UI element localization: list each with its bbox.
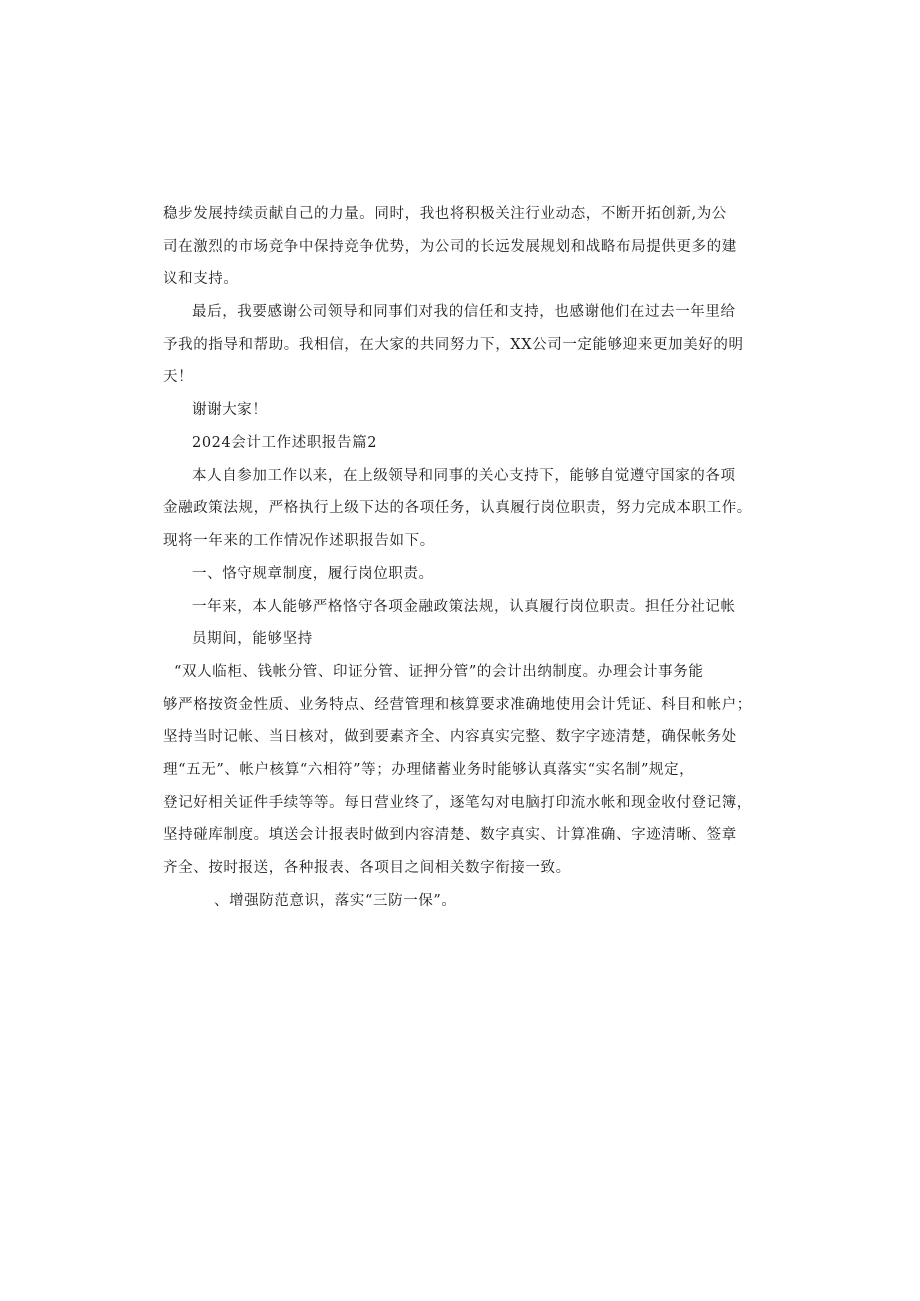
- text-line: 金融政策法规，严格执行上级下达的各项任务，认真履行岗位职责，努力完成本职工作。: [163, 500, 752, 516]
- text-line: 够严格按资金性质、业务特点、经营管理和核算要求准确地使用会计凭证、科目和帐户；: [163, 697, 752, 713]
- text-line: 员期间，能够坚持: [192, 631, 313, 647]
- text-line: 现将一年来的工作情况作述职报告如下。: [163, 533, 435, 549]
- text-line: 坚持碰库制度。填送会计报表时做到内容清楚、数字真实、计算准确、字迹清晰、签章: [163, 827, 737, 843]
- text-line: 司在激烈的市场竞争中保持竞争优势，为公司的长远发展规划和战略布局提供更多的建: [163, 239, 737, 255]
- text-line: 最后，我要感谢公司领导和同事们对我的信任和支持，也感谢他们在过去一年里给: [192, 304, 736, 320]
- text-line: 理“五无”、帐户核算“六相符”等；办理储蓄业务时能够认真落实“实名制”规定，: [163, 762, 695, 778]
- text-line: 天！: [163, 369, 194, 385]
- text-line: “双人临柜、钱帐分管、印证分管、证押分管”的会计出纳制度。办理会计事务能: [174, 664, 704, 680]
- subheading: 一、恪守规章制度，履行岗位职责。: [192, 566, 434, 582]
- text-line: 本人自参加工作以来，在上级领导和同事的关心支持下，能够自觉遵守国家的各项: [192, 468, 736, 484]
- text-line: 稳步发展持续贡献自己的力量。同时，我也将积极关注行业动态，不断开拓创新,为公: [163, 206, 727, 222]
- subheading: 、增强防范意识，落实“三防一保”。: [214, 893, 457, 909]
- text-line: 谢谢大家！: [192, 402, 268, 418]
- section-heading: 2024会计工作述职报告篇2: [192, 435, 378, 451]
- text-line: 一年来，本人能够严格恪守各项金融政策法规，认真履行岗位职责。担任分社记帐: [192, 599, 736, 615]
- text-line: 齐全、按时报送，各种报表、各项目之间相关数字衔接一致。: [163, 860, 571, 876]
- text-line: 坚持当时记帐、当日核对，做到要素齐全、内容真实完整、数字字迹清楚，确保帐务处: [163, 729, 737, 745]
- text-line: 登记好相关证件手续等等。每日营业终了，逐笔勾对电脑打印流水帐和现金收付登记簿，: [163, 795, 752, 811]
- text-line: 议和支持。: [163, 271, 239, 287]
- text-line: 予我的指导和帮助。我相信，在大家的共同努力下，XX公司一定能够迎来更加美好的明: [163, 337, 744, 353]
